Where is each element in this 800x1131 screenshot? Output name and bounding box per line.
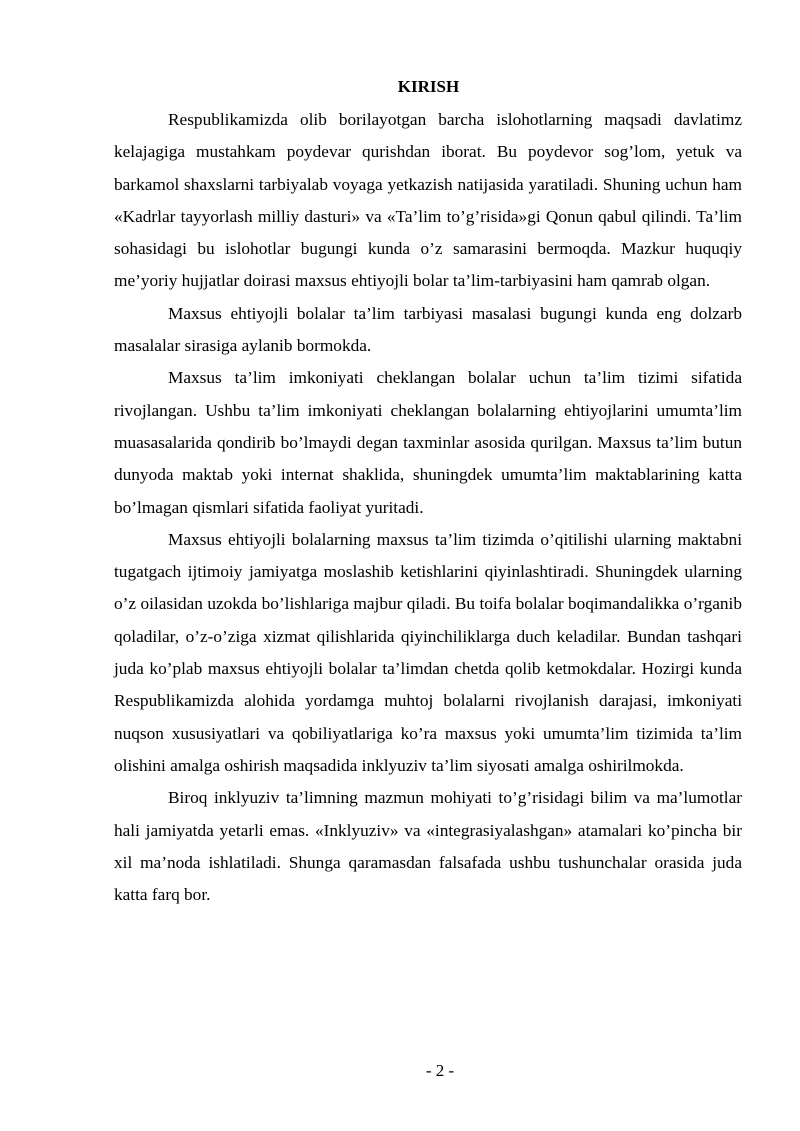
page-title: KIRISH xyxy=(397,77,460,96)
paragraph-2: Maxsus ehtiyojli bolalar ta’lim tarbiyasi masalasi bugungi kunda eng dolzarb masalalar sirasiga aylanib bormokda. xyxy=(114,303,742,356)
paragraph-4: Maxsus ehtiyojli bolalarning maxsus ta’lim tizimda o’qitilishi ularning maktabni tugatgach ijtimoiy jamiyatga moslashib ketishlarini qiyinlashtiradi. Shuningdek ularning o’z oilasidan uzokda bo’lishlariga majbur qiladi. Bu toifa bolalar boqimandalikka o’rganib qoladilar, o’z-o’ziga xizmat qilishlarida qiyinchiliklarga duch keladilar. Bundan tashqari juda ko’plab maxsus ehtiyojli bolalar ta’limdan chetda qolib ketmokdalar. Hozirgi kunda Respublikamizda alohida yordamga muhtoj bolalarni rivojlanish darajasi, imkoniyati nuqson xususiyatlari va qobiliyatlariga ko’ra maxsus yoki umumta’lim tizimida ta’lim olishini amalga oshirish maqsadida inklyuziv ta’lim siyosati amalga oshirilmokda. xyxy=(114,529,742,775)
page-number: - 2 - xyxy=(425,1061,455,1080)
paragraph-5: Biroq inklyuziv ta’limning mazmun mohiyati to’g’risidagi bilim va ma’lumotlar hali jamiyatda yetarli emas. «Inklyuziv» va «integrasiyalashgan» atamalari ko’pincha bir xil ma’noda ishlatiladi. Shunga qaramasdan falsafada ushbu tushunchalar orasida juda katta farq bor. xyxy=(114,788,742,905)
paragraph-3: Maxsus ta’lim imkoniyati cheklangan bolalar uchun ta’lim tizimi sifatida rivojlangan. Ushbu ta’lim imkoniyati cheklangan bolalarning ehtiyojlarini umumta’lim muasasalarida qondirib bo’lmaydi degan taxminlar asosida qurilgan. Maxsus ta’lim butun dunyoda maktab yoki internat shaklida, shuningdek umumta’lim maktablarining katta bo’lmagan qismlari sifatida faoliyat yuritadi. xyxy=(114,368,742,517)
paragraph-1: Respublikamizda olib borilayotgan barcha islohotlarning maqsadi davlatimz kelajagiga mustahkam poydevar qurishdan iborat. Bu poydevor sog’lom, yetuk va barkamol shaxslarni tarbiyalab voyaga yetkazish natijasida yaratiladi. Shuning uchun ham «Kadrlar tayyorlash milliy dasturi» va «Ta’lim to’g’risida»gi Qonun qabul qilindi. Ta’lim sohasidagi bu islohotlar bugungi kunda o’z samarasini bermoqda. Mazkur huquqiy me’yoriy hujjatlar doirasi maxsus ehtiyojli bolar ta’lim-tarbiyasini ham qamrab olgan. xyxy=(114,110,742,291)
document-body xyxy=(114,104,742,911)
